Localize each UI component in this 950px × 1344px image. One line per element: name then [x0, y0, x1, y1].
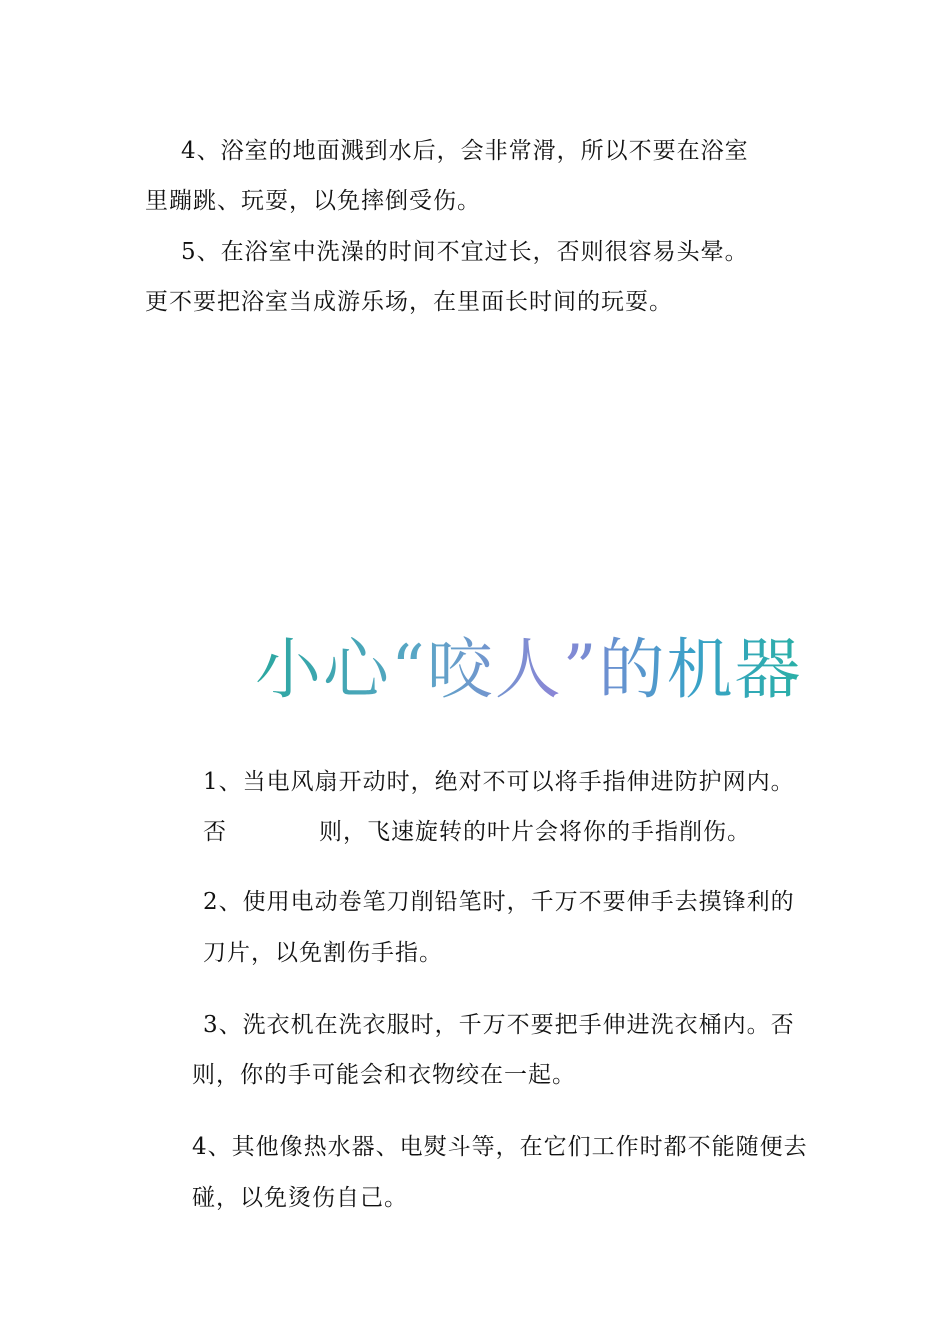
bathroom-item-4-line-2: 里蹦跳、玩耍，以免摔倒受伤。 — [145, 188, 481, 214]
machine-item-2-line-1: 2、使用电动卷笔刀削铅笔时，千万不要伸手去摸锋利的 — [203, 889, 795, 915]
bathroom-item-5-line-2: 更不要把浴室当成游乐场，在里面长时间的玩耍。 — [145, 289, 673, 315]
machine-item-2-line-2: 刀片，以免割伤手指。 — [203, 940, 443, 966]
bathroom-item-5-line-1: 5、在浴室中洗澡的时间不宜过长，否则很容易头晕。 — [181, 239, 749, 265]
machine-item-1-line-2-start: 否 — [203, 819, 227, 845]
machine-item-1-line-2-end: 则，飞速旋转的叶片会将你的手指削伤。 — [319, 819, 751, 845]
machine-item-1-line-1: 1、当电风扇开动时，绝对不可以将手指伸进防护网内。 — [203, 769, 795, 795]
bathroom-item-4-line-1: 4、浴室的地面溅到水后，会非常滑，所以不要在浴室 — [181, 138, 749, 164]
machine-item-3-line-2: 则，你的手可能会和衣物绞在一起。 — [192, 1062, 576, 1088]
machine-item-4-line-2: 碰，以免烫伤自己。 — [192, 1185, 408, 1211]
machine-item-3-line-1: 3、洗衣机在洗衣服时，千万不要把手伸进洗衣桶内。否 — [203, 1012, 795, 1038]
section-title: 小心“咬人”的机器 — [255, 628, 802, 712]
machine-item-1-line-2 — [203, 817, 751, 847]
machine-item-4-line-1: 4、其他像热水器、电熨斗等，在它们工作时都不能随便去 — [192, 1134, 808, 1160]
